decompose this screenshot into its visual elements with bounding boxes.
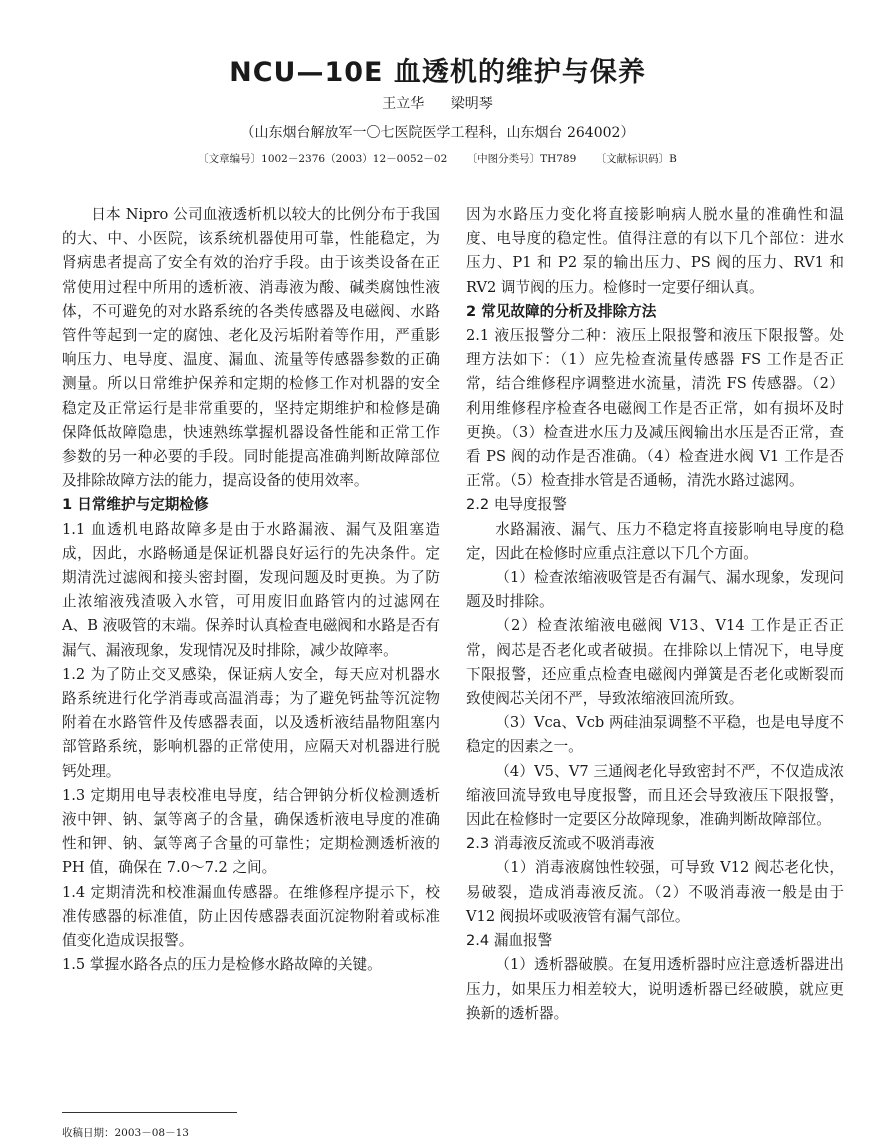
paragraph-1-5: 1.5 掌握水路各点的压力是检修水路故障的关键。 [62,956,382,974]
section-heading-2: 2 常见故障的分析及排除方法 [466,302,657,320]
paragraph-2-2-2: （2）检查浓缩液电磁阀 V13、V14 工作是正否正常，阀芯是否老化或者破损。在排除以上情况下，电导度下限报警，还应重点检查电磁阀内弹簧是否老化或断裂而致使阀芯关闭不严，导致浓缩液回流所致。 [466,617,844,708]
subsection-heading-2-4: 2.4 漏血报警 [466,932,553,950]
paragraph-2-1: 2.1 液压报警分二种：液压上限报警和液压下限报警。处理方法如下：（1）应先检查流量传感器 FS 工作是否正常，结合维修程序调整进水流量，清洗 FS 传感器。（2）利用维修程序检查各电磁阀工作是否正常，如有损坏及时更换。（3）检查进水压力及减压阀输出水压是否正常，查看 PS 阀的动作是否准确。（4）检查进水阀 V1 工作是否正常。（5）检查排水管是否通畅，清洗水路过滤网。 [466,327,844,490]
article-meta [0,151,875,166]
paragraph-continued: 因为水路压力变化将直接影响病人脱水量的准确性和温度、电导度的稳定性。值得注意的有以下几个部位：进水压力、P1 和 P2 泵的输出压力、PS 阀的压力、RV1 和 RV2 调节阀的压力。检修时一定要仔细认真。 [466,206,844,296]
paragraph-2-2-4: （4）V5、V7 三通阀老化导致密封不严，不仅造成浓缩液回流导致电导度报警，而且还会导致液压下限报警，因此在检修时一定要区分故障现象，准确判断故障部位。 [466,762,844,829]
paragraph-2-2: 水路漏液、漏气、压力不稳定将直接影响电导度的稳定，因此在检修时应重点注意以下几个方面。 [466,520,844,562]
subsection-heading-2-2: 2.2 电导度报警 [466,496,567,514]
footnote-rule [62,1112,237,1113]
article-title: NCU—10E 血透机的维护与保养 [229,57,646,88]
left-column [62,203,440,978]
paragraph-2-2-1: （1）检查浓缩液吸管是否有漏气、漏水现象，发现问题及时排除。 [466,569,844,611]
section-heading-1: 1 日常维护与定期检修 [62,496,209,514]
paragraph-1-3: 1.3 定期用电导表校准电导度，结合钾钠分析仪检测透析液中钾、钠、氯等离子的含量，确保透析液电导度的准确性和钾、钠、氯等离子含量的可靠性；定期检测透析液的 PH 值，确保在 7.0～7.2 之间。 [62,786,440,877]
subsection-heading-2-3: 2.3 消毒液反流或不吸消毒液 [466,835,655,853]
received-date: 收稿日期：2003－08－13 [62,1127,189,1139]
paragraph-2-3: （1）消毒液腐蚀性较强，可导致 V12 阀芯老化快，易破裂，造成消毒液反流。（2）不吸消毒液一般是由于 V12 阀损坏或吸液管有漏气部位。 [466,859,844,925]
document-code: 〔文献标识码〕B [595,153,677,165]
classification-number: 〔中图分类号〕TH789 [466,153,577,165]
article-number: 〔文章编号〕1002－2376（2003）12－0052－02 [198,153,448,165]
paragraph-2-4: （1）透析器破膜。在复用透析器时应注意透析器进出压力，如果压力相差较大，说明透析器已经破膜，就应更换新的透析器。 [466,956,844,1022]
paragraph-1-1: 1.1 血透机电路故障多是由于水路漏液、漏气及阻塞造成，因此，水路畅通是保证机器良好运行的先决条件。定期清洗过滤阀和接头密封圈，发现问题及时更换。为了防止浓缩液残渣吸入水管，可用废旧血路管内的过滤网在 A、B 液吸管的末端。保养时认真检查电磁阀和水路是否有漏气、漏液现象，发现情况及时排除，减少故障率。 [62,520,440,659]
paragraph-1-2: 1.2 为了防止交叉感染，保证病人安全，每天应对机器水路系统进行化学消毒或高温消毒；为了避免钙盐等沉淀物附着在水路管件及传感器表面，以及透析液结晶物阻塞内部管路系统，影响机器的正常使用，应隔天对机器进行脱钙处理。 [62,665,440,780]
right-column [466,203,844,1026]
paragraph-1-4: 1.4 定期清洗和校准漏血传感器。在维修程序提示下，校准传感器的标准值，防止因传感器表面沉淀物附着或标准值变化造成误报警。 [62,883,440,950]
authors: 王立华 梁明琴 [382,96,493,112]
paragraph-2-2-3: （3）Vca、Vcb 两硅油泵调整不平稳，也是电导度不稳定的因素之一。 [466,714,844,756]
affiliation: （山东烟台解放军一〇七医院医学工程科，山东烟台 264002） [240,125,635,141]
intro-paragraph: 日本 Nipro 公司血液透析机以较大的比例分布于我国的大、中、小医院，该系统机器使用可靠，性能稳定，为肾病患者提高了安全有效的治疗手段。由于该类设备在正常使用过程中所用的透析液、消毒液为酸、碱类腐蚀性液体，不可避免的对水路系统的各类传感器及电磁阀、水路管件等起到一定的腐蚀、老化及污垢附着等作用，严重影响压力、电导度、温度、漏血、流量等传感器参数的正确测量。所以日常维护保养和定期的检修工作对机器的安全稳定及正常运行是非常重要的，坚持定期维护和检修是确保降低故障隐患，快速熟练掌握机器设备性能和正常工作参数的另一种必要的手段。同时能提高准确判断故障部位及排除故障方法的能力，提高设备的使用效率。 [62,206,440,490]
